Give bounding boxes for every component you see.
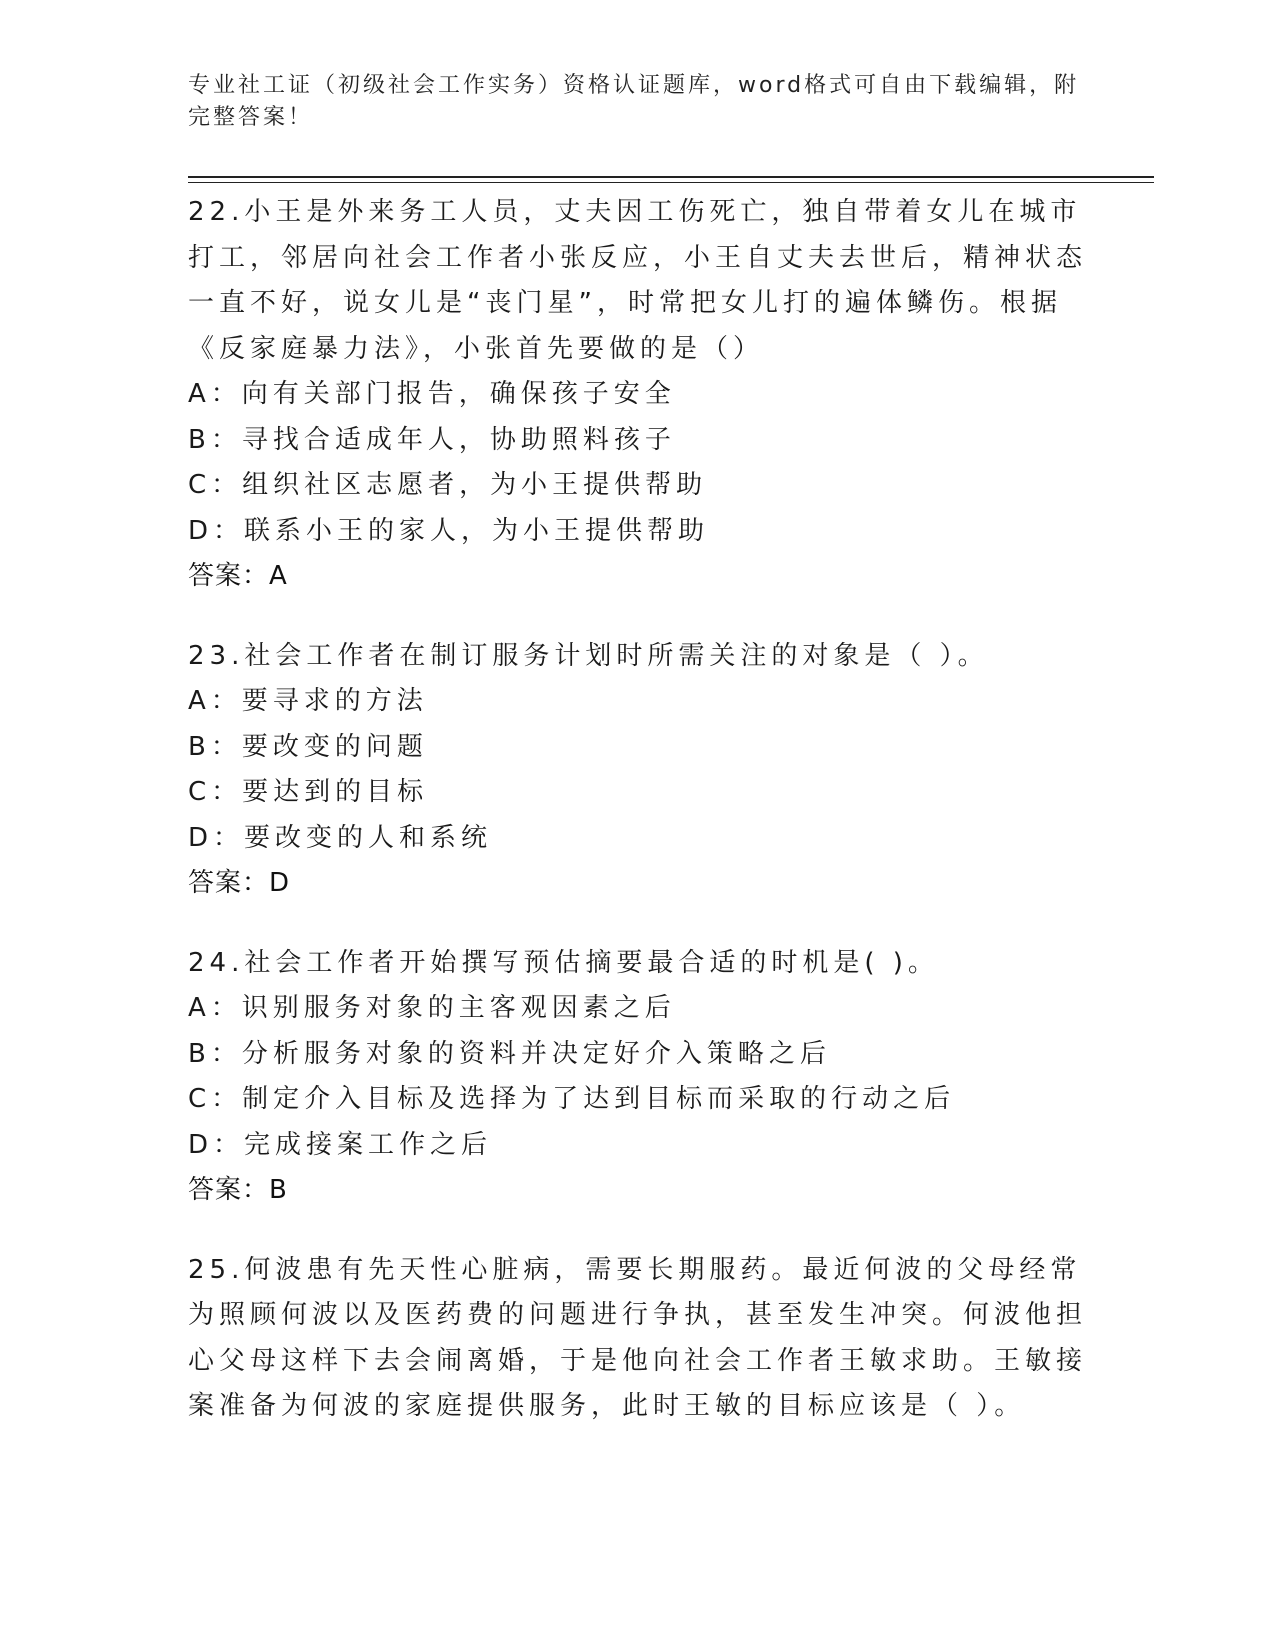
option-b: B：分析服务对象的资料并决定好介入策略之后 [188, 1038, 831, 1069]
question-list [188, 190, 1088, 1464]
option-b: B：要改变的问题 [188, 731, 428, 762]
option-d: D：完成接案工作之后 [188, 1129, 493, 1160]
answer: 答案：D [188, 868, 291, 898]
question-stem: 24.社会工作者开始撰写预估摘要最合适的时机是( )。 [188, 947, 939, 978]
option-d: D：联系小王的家人，为小王提供帮助 [188, 515, 710, 546]
option-c: C：要达到的目标 [188, 777, 429, 807]
header-divider-thin [188, 182, 1154, 183]
document-header: 专业社工证（初级社会工作实务）资格认证题库，word格式可自由下载编辑，附完整答案！ [188, 73, 1080, 130]
header-divider-thick [188, 176, 1154, 178]
option-c: C：组织社区志愿者，为小王提供帮助 [188, 470, 708, 500]
option-c: C：制定介入目标及选择为了达到目标而采取的行动之后 [188, 1084, 956, 1114]
question-22 [188, 190, 1088, 600]
option-a: A：识别服务对象的主客观因素之后 [188, 993, 676, 1023]
option-d: D：要改变的人和系统 [188, 822, 493, 853]
option-a: A：向有关部门报告，确保孩子安全 [188, 379, 676, 409]
option-b: B：寻找合适成年人，协助照料孩子 [188, 424, 676, 455]
answer: 答案：B [188, 1175, 288, 1205]
question-stem: 23.社会工作者在制订服务计划时所需关注的对象是（ ）。 [188, 640, 989, 671]
question-23 [188, 634, 1088, 907]
question-24 [188, 941, 1088, 1214]
question-25 [188, 1248, 1088, 1430]
option-a: A：要寻求的方法 [188, 686, 428, 716]
question-stem: 22.小王是外来务工人员，丈夫因工伤死亡，独自带着女儿在城市打工，邻居向社会工作者小张反应，小王自丈夫去世后，精神状态一直不好，说女儿是“丧门星”，时常把女儿打的遍体鳞伤。根据《反家庭暴力法》，小张首先要做的是（） [188, 197, 1088, 364]
answer: 答案：A [188, 561, 288, 591]
question-stem: 25.何波患有先天性心脏病，需要长期服药。最近何波的父母经常为照顾何波以及医药费的问题进行争执，甚至发生冲突。何波他担心父母这样下去会闹离婚，于是他向社会工作者王敏求助。王敏接案准备为何波的家庭提供服务，此时王敏的目标应该是（ ）。 [188, 1254, 1088, 1421]
